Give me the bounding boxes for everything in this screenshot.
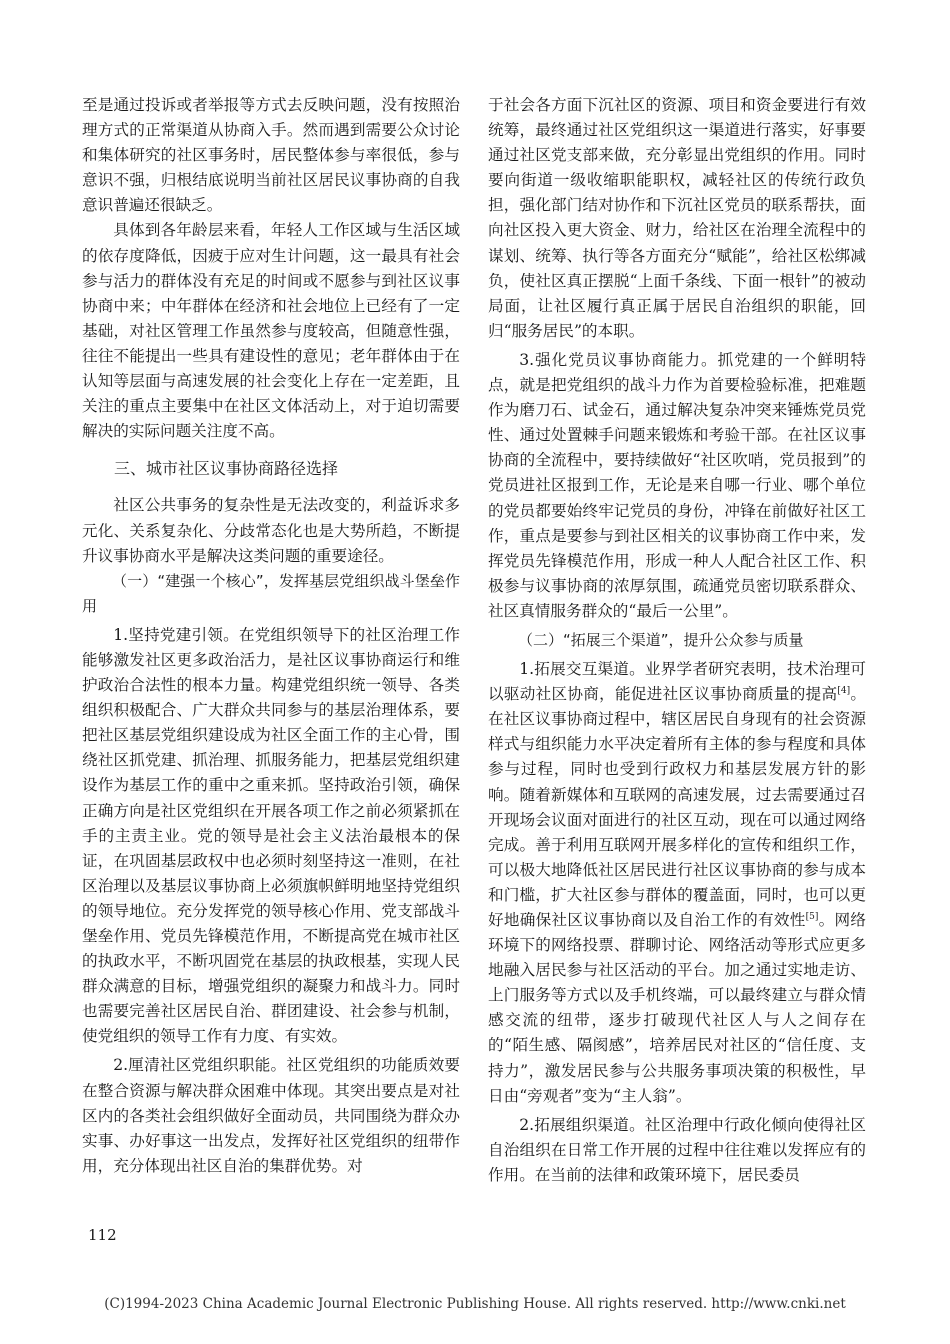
item-4-interaction-channel xyxy=(488,657,866,1109)
item-4-text-a: 1.拓展交互渠道。业界学者研究表明，技术治理可以驱动社区协商，能促进社区议事协商质量的提高 xyxy=(488,660,866,704)
citation-5[interactable]: [5] xyxy=(805,911,819,922)
section-heading-3: 三、城市社区议事协商路径选择 xyxy=(114,459,339,479)
item-2-party-functions: 2.厘清社区党组织职能。社区党组织的功能质效要在整合资源与解决群众困难中体现。其突出要点是对社区内的各类社会组织做好全面动员，共同围绕为群众办实事、办好事这一出发点，发挥好社区党组织的纽带作用，充分体现出社区自治的集群优势。对 xyxy=(82,1056,460,1175)
right-column xyxy=(488,93,866,1188)
subsection-heading-2: （二）“拓展三个渠道”，提升公众参与质量 xyxy=(518,630,804,649)
copyright-footer: (C)1994-2023 China Academic Journal Electronic Publishing House. All rights reserved. http://www.cnki.net xyxy=(104,1296,846,1312)
left-paragraph-1: 至是通过投诉或者举报等方式去反映问题，没有按照治理方式的正常渠道从协商入手。然而遇到需要公众讨论和集体研究的社区事务时，居民整体参与率很低，参与意识不强，归根结底说明当前社区居民议事协商的自我意识普遍还很缺乏。 xyxy=(82,96,460,215)
item-4-text-c: 。网络环境下的网络投票、群聊讨论、网络活动等形式应更多地融入居民参与社区活动的平台。加之通过实地走访、上门服务等方式以及手机终端，可以最终建立与群众情感交流的纽带，逐步打破现代社区人与人之间存在的“陌生感、隔阂感”，培养居民对社区的“信任度、支持力”，激发居民参与公共服务事项决策的积极性，早日由“旁观者”变为“主人翁”。 xyxy=(488,911,866,1105)
right-paragraph-1: 于社会各方面下沉社区的资源、项目和资金要进行有效统筹，最终通过社区党组织这一渠道进行落实，好事要通过社区党支部来做，充分彰显出党组织的作用。同时要向街道一级收缩职能职权，减轻社区的传统行政负担，强化部门结对协作和下沉社区党员的联系帮扶，面向社区投入更大资金、财力，给社区在治理全流程中的谋划、统筹、执行等各方面充分“赋能”，给社区松绑减负，使社区真正摆脱“上面千条线、下面一根针”的被动局面，让社区履行真正属于居民自治组织的职能，回归“服务居民”的本职。 xyxy=(488,96,866,340)
left-column xyxy=(82,93,460,1179)
item-4-text-b: 。在社区议事协商过程中，辖区居民自身现有的社会资源样式与组织能力水平决定着所有主体的参与程度和具体参与过程，同时也受到行政权力和基层发展方针的影响。随着新媒体和互联网的高速发展，过去需要通过召开现场会议面对面进行的社区互动，现在可以通过网络完成。善于利用互联网开展多样化的宣传和组织工作，可以极大地降低社区居民进行社区议事协商的参与成本和门槛，扩大社区参与群体的覆盖面，同时，也可以更好地确保社区议事协商以及自治工作的有效性 xyxy=(488,685,866,929)
item-1-party-leadership: 1.坚持党建引领。在党组织领导下的社区治理工作能够激发社区更多政治活力，是社区议事协商运行和维护政治合法性的根本力量。构建党组织统一领导、各类组织积极配合、广大群众共同参与的基层治理体系，要把社区基层党组织建设成为社区全面工作的主心骨，围绕社区抓党建、抓治理、抓服务能力，把基层党组织建设作为基层工作的重中之重来抓。坚持政治引领，确保正确方向是社区党组织在开展各项工作之前必须紧抓在手的主责主业。党的领导是社会主义法治最根本的保证，在巩固基层政权中也必须时刻坚持这一准则，在社区治理以及基层议事协商上必须旗帜鲜明地坚持党组织的领导地位。充分发挥党的领导核心作用、党支部战斗堡垒作用、党员先锋模范作用，不断提高党在城市社区的执政水平，不断巩固党在基层的执政根基，实现人民群众满意的目标，增强党组织的凝聚力和战斗力。同时也需要完善社区居民自治、群团建设、社会参与机制，使党组织的领导工作有力度、有实效。 xyxy=(82,625,460,1046)
page-number: 112 xyxy=(88,1226,117,1244)
citation-4[interactable]: [4] xyxy=(837,685,851,696)
item-3-member-capacity: 3.强化党员议事协商能力。抓党建的一个鲜明特点，就是把党组织的战斗力作为首要检验标准，把难题作为磨刀石、试金石，通过解决复杂冲突来锤炼党员党性、通过处置棘手问题来锻炼和考验干部。在社区议事协商的全流程中，要持续做好“社区吹哨，党员报到”的党员进社区报到工作，无论是来自哪一行业、哪个单位的党员都要始终牢记党员的身份，冲锋在前做好社区工作，重点是要参与到社区相关的议事协商工作中来，发挥党员先锋模范作用，形成一种人人配合社区工作、积极参与议事协商的浓厚氛围，疏通党员密切联系群众、社区真情服务群众的“最后一公里”。 xyxy=(488,350,866,620)
left-paragraph-2: 具体到各年龄层来看，年轻人工作区域与生活区域的依存度降低，因疲于应对生计问题，这一最具有社会参与活力的群体没有充足的时间或不愿参与到社区议事协商中来；中年群体在经济和社会地位上已经有了一定基础，对社区管理工作虽然参与度较高，但随意性强，往往不能提出一些具有建设性的意见；老年群体由于在认知等层面与高速发展的社会变化上存在一定差距，且关注的重点主要集中在社区文体活动上，对于迫切需要解决的实际问题关注度不高。 xyxy=(82,221,460,441)
subsection-heading-1: （一）“建强一个核心”，发挥基层党组织战斗堡垒作用 xyxy=(82,571,460,615)
left-paragraph-3: 社区公共事务的复杂性是无法改变的，利益诉求多元化、关系复杂化、分歧常态化也是大势所趋，不断提升议事协商水平是解决这类问题的重要途径。 xyxy=(82,496,460,565)
item-5-organization-channel: 2.拓展组织渠道。社区治理中行政化倾向使得社区自治组织在日常工作开展的过程中往往难以发挥应有的作用。在当前的法律和政策环境下，居民委员 xyxy=(488,1115,866,1184)
